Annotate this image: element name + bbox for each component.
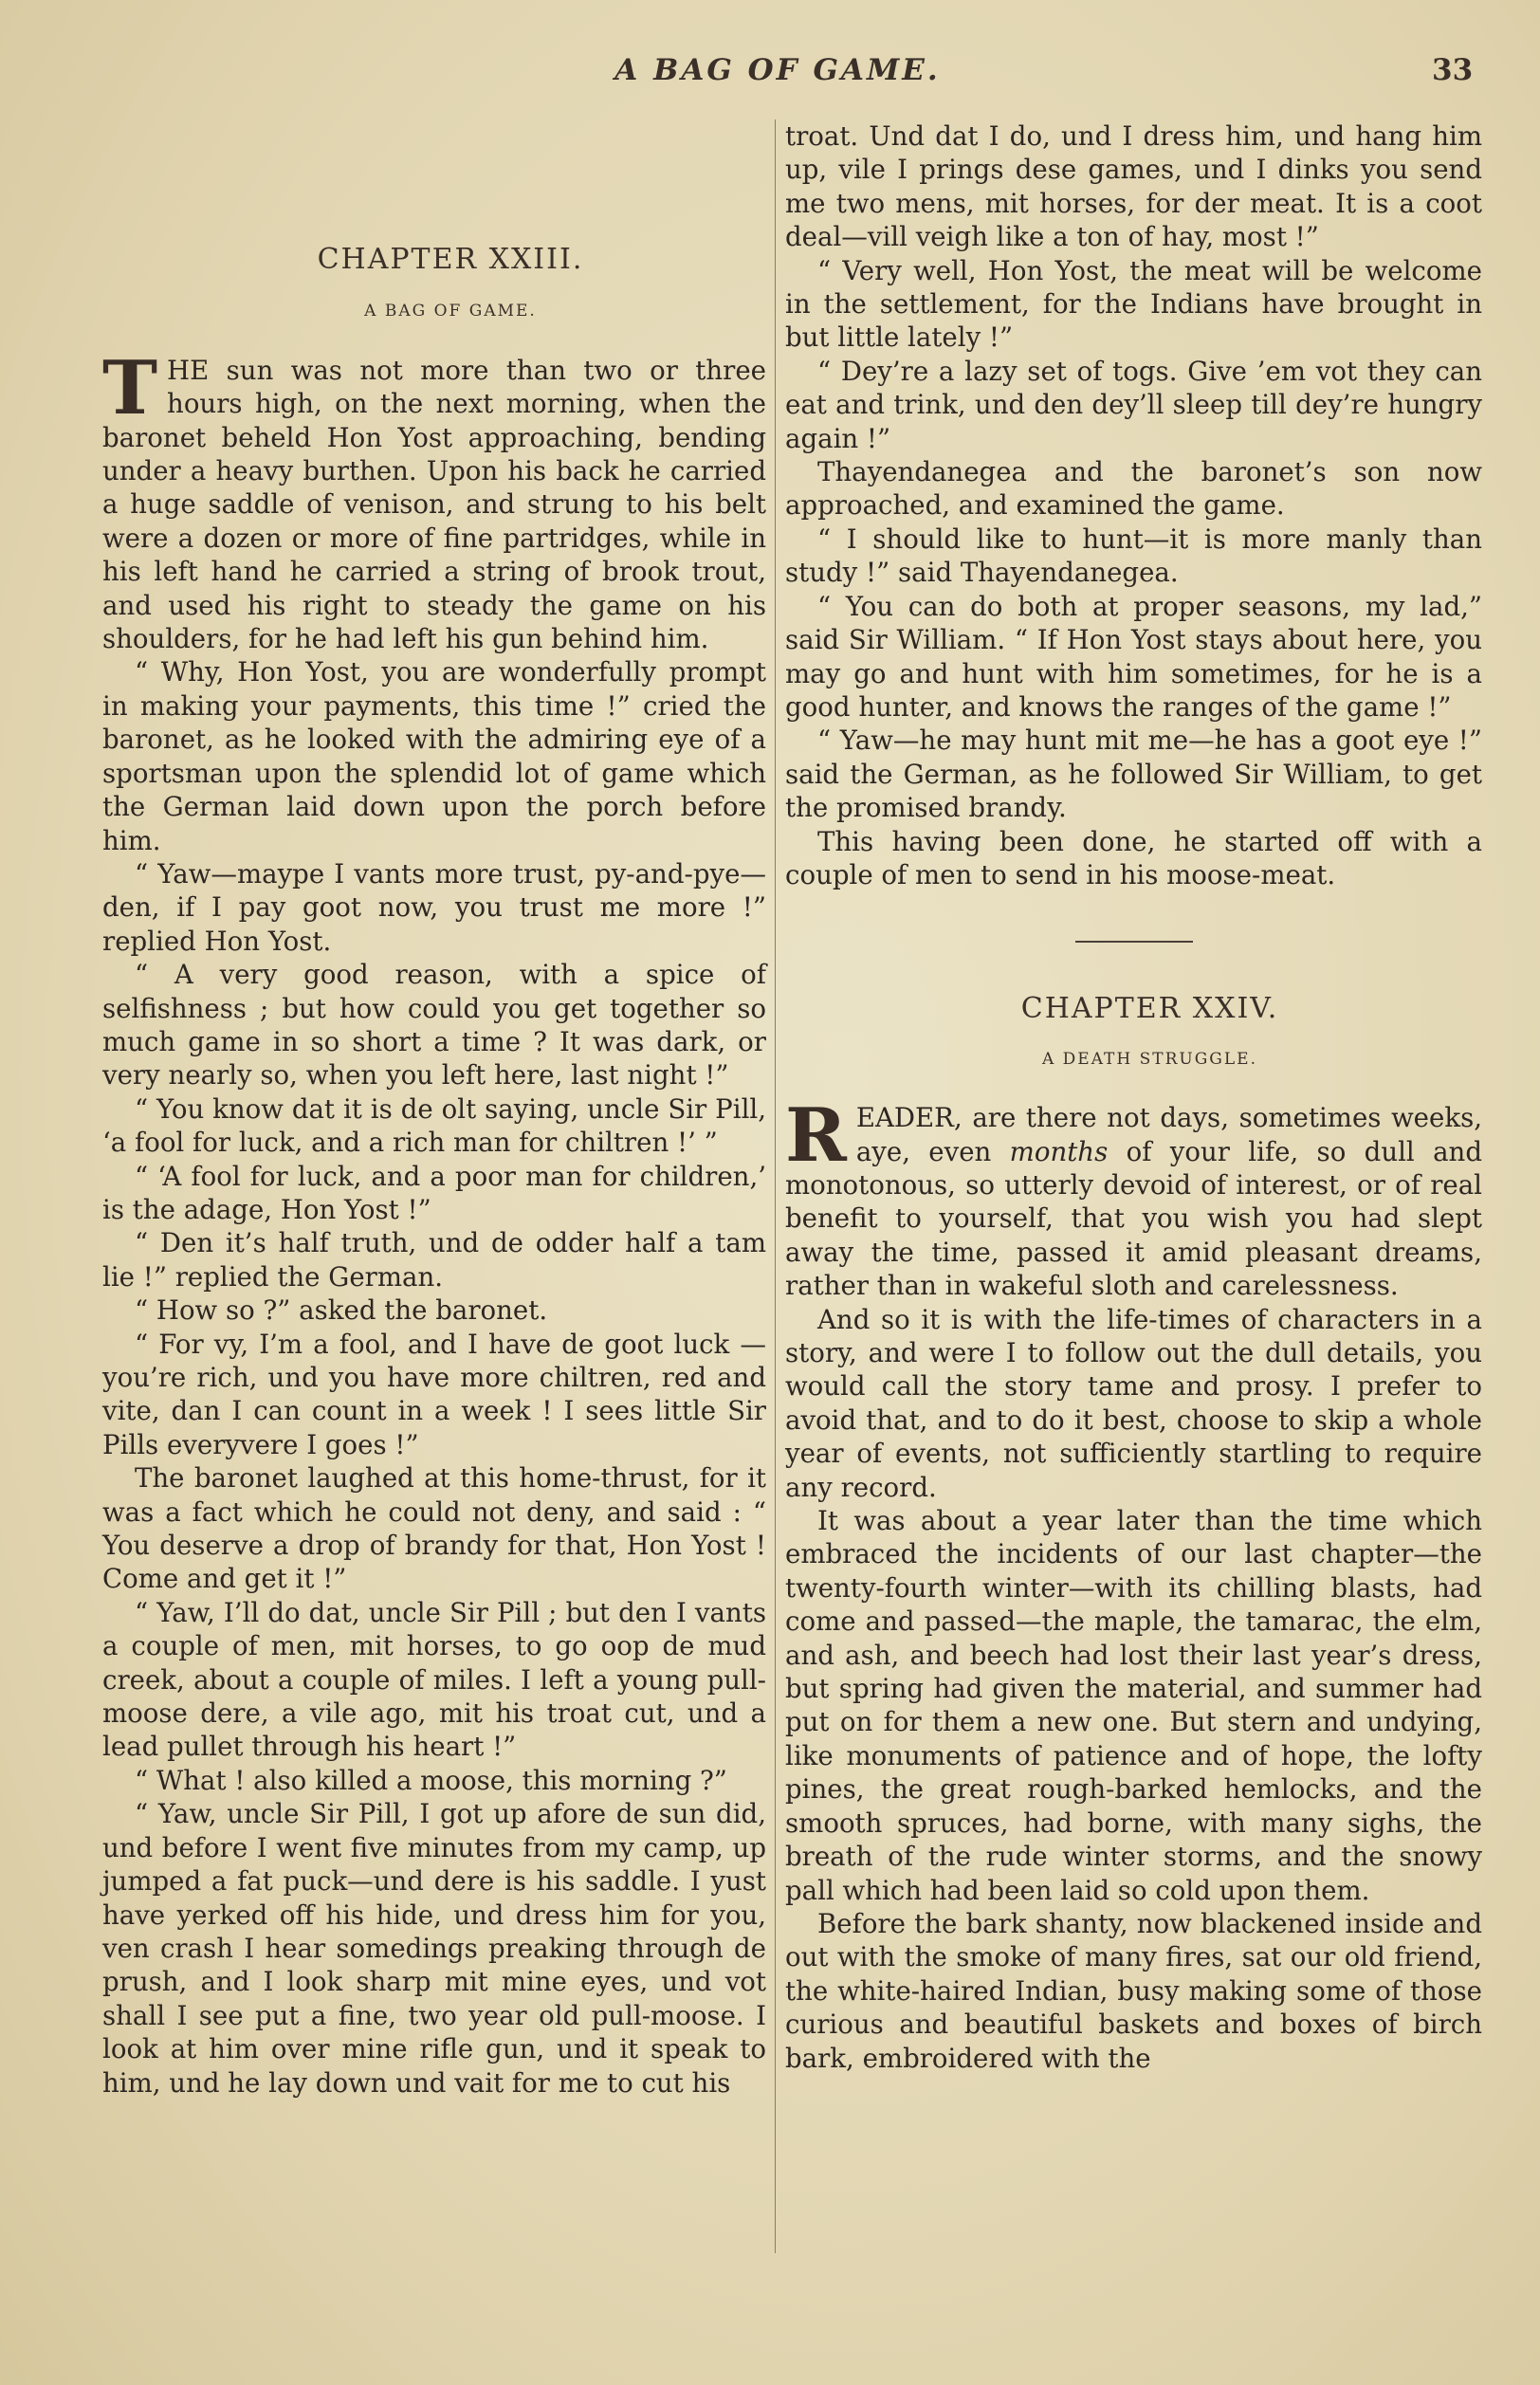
- paragraph: “ Dey’re a lazy set of togs. Give ’em vot they can eat and trink, und den dey’ll sleep till dey’re hungry again !”: [785, 355, 1482, 454]
- paragraph: Thayendanegea and the baronet’s son now approached, and examined the game.: [785, 456, 1482, 522]
- paragraph: READER, are there not days, sometimes weeks, aye, even months of your life, so dull and monotonous, so utterly devoid of interest, or of real benefit to yourself, that you wish you had slept away the time, passed it amid pleasant dreams, rather than in wakeful sloth and carelessness.: [785, 1092, 1482, 1302]
- paragraph: “ Yaw, uncle Sir Pill, I got up afore de sun did, und before I went five minutes from my camp, up jumped a fat puck—und dere is his saddle. I yust have yerked off his hide, und dress him for you, ven crash I hear somedings preaking through de prush, and I look sharp mit mine eyes, und vot shall I see put a fine, two year old pull-moose. I look at him over mine rifle gun, und it speak to him, und he lay down und vait for me to cut his: [102, 1798, 766, 2099]
- paragraph: “ Very well, Hon Yost, the meat will be welcome in the settlement, for the Indians have brought in but little lately !”: [785, 254, 1482, 354]
- paragraph: “ I should like to hunt—it is more manly than study !” said Thayendanegea.: [785, 523, 1482, 589]
- paragraph: This having been done, he started off with a couple of men to send in his moose-meat.: [785, 825, 1482, 890]
- paragraph: It was about a year later than the time which embraced the incidents of our last chapter—the twenty-fourth winter—with its chilling blasts, had come and passed—the maple, the tamarac, the elm, and ash, and beech had lost their last year’s dress, but spring had given the material, and summer had put on for them a new one. But stern and undying, like monuments of patience and of hope, the lofty pines, the great rough-barked hemlocks, and the smooth spruces, had borne, with many sighs, the breath of the rude winter storms, and the snowy pall which had been laid so cold upon them.: [785, 1505, 1482, 1906]
- paragraph: “ ‘A fool for luck, and a poor man for children,’ is the adage, Hon Yost !”: [102, 1160, 766, 1225]
- paragraph: “ Den it’s half truth, und de odder half a tam lie !” replied the German.: [102, 1227, 766, 1293]
- chapter-title-xxiii: CHAPTER XXIII.: [317, 243, 584, 276]
- chapter-subtitle-xxiv: A DEATH STRUGGLE.: [1041, 1049, 1257, 1069]
- chapter-title-xxiv: CHAPTER XXIV.: [1020, 992, 1279, 1026]
- page-number: 33: [1432, 53, 1474, 87]
- paragraph: Before the bark shanty, now blackened inside and out with the smoke of many fires, sat our old friend, the white-haired Indian, busy making some of those curious and beautiful baskets and boxes of birch bark, embroidered with the: [785, 1907, 1482, 2074]
- paragraph: The baronet laughed at this home-thrust, for it was a fact which he could not deny, and said : “ You deserve a drop of brandy for that, Hon Yost ! Come and get it !”: [102, 1462, 766, 1595]
- right-column: [785, 119, 1482, 2075]
- paragraph: “ You can do both at proper seasons, my lad,” said Sir William. “ If Hon Yost stays about here, you may go and hunt with him sometimes, for he is a good hunter, and knows the ranges of the game !”: [785, 590, 1482, 723]
- paragraph: THE sun was not more than two or three hours high, on the next morning, when the baronet beheld Hon Yost approaching, bending under a heavy burthen. Upon his back he carried a huge saddle of venison, and strung to his belt were a dozen or more of fine partridges, while in his left hand he carried a string of brook trout, and used his right to steady the game on his shoulders, for he had left his gun behind him.: [102, 344, 766, 655]
- column-divider: [775, 119, 776, 2253]
- paragraph: “ What ! also killed a moose, this morning ?”: [135, 1764, 727, 1796]
- dropcap-t: T: [102, 344, 158, 431]
- paragraph: “ You know dat it is de olt saying, uncle Sir Pill, ‘a fool for luck, and a rich man for chiltren !’ ”: [102, 1092, 766, 1159]
- running-title: A BAG OF GAME.: [614, 53, 941, 87]
- paragraph: “ Why, Hon Yost, you are wonderfully prompt in making your payments, this time !” cried the baronet, as he looked with the admiring eye of a sportsman upon the splendid lot of game which the German laid down upon the porch before him.: [102, 656, 766, 856]
- paragraph: And so it is with the life-times of characters in a story, and were I to follow out the dull details, you would call the story tame and prosy. I prefer to avoid that, and to do it best, choose to skip a whole year of events, not sufficiently startling to require any record.: [785, 1303, 1482, 1503]
- left-column: [102, 119, 766, 2100]
- paragraph: “ A very good reason, with a spice of selfishness ; but how could you get together so much game in so short a time ? It was dark, or very nearly so, when you left here, last night !”: [102, 959, 766, 1092]
- paragraph: “ How so ?” asked the baronet.: [135, 1294, 548, 1327]
- dropcap-r: R: [785, 1092, 847, 1180]
- paragraph: “ Yaw—maype I vants more trust, py-and-pye—den, if I pay goot now, you trust me more !” replied Hon Yost.: [102, 857, 766, 957]
- paragraph-continuation: troat. Und dat I do, und I dress him, und hang him up, vile I prings dese games, und I dinks you send me two mens, mit horses, for der meat. It is a coot deal—vill veigh like a ton of hay, most !”: [785, 120, 1482, 253]
- paragraph: “ For vy, I’m a fool, and I have de goot luck —you’re rich, und you have more chiltren, red and vite, dan I can count in a week ! I sees little Sir Pills everyvere I goes !”: [102, 1328, 766, 1460]
- chapter-subtitle-xxiii: A BAG OF GAME.: [364, 302, 537, 321]
- paragraph: “ Yaw—he may hunt mit me—he has a goot eye !” said the German, as he followed Sir William, to get the promised brandy.: [785, 725, 1482, 824]
- paragraph: “ Yaw, I’ll do dat, uncle Sir Pill ; but den I vants a couple of men, mit horses, to go oop de mud creek, about a couple of miles. I left a young pull-moose dere, a vile ago, mit his troat cut, und a lead pullet through his heart !”: [102, 1596, 766, 1763]
